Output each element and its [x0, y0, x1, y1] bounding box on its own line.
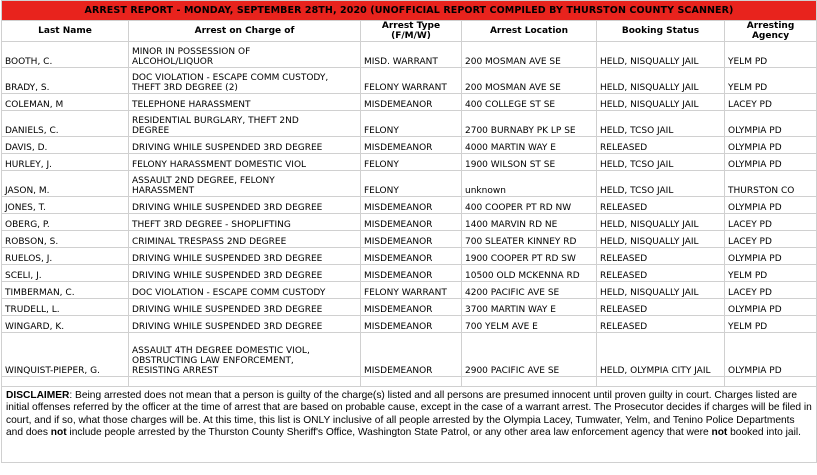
table-row	[2, 248, 817, 265]
cell-booking-status: HELD, NISQUALLY JAIL	[597, 231, 725, 248]
cell-location: 200 MOSMAN AVE SE	[462, 42, 597, 68]
cell-agency: OLYMPIA PD	[725, 248, 817, 265]
disclaimer-emphasis: not	[711, 426, 728, 438]
table-row	[2, 265, 817, 282]
col-header-location: Arrest Location	[462, 21, 597, 42]
cell-last-name: WINQUIST-PIEPER, G.	[2, 333, 129, 377]
cell-location: unknown	[462, 171, 597, 197]
spacer-cell	[725, 377, 817, 387]
cell-agency: OLYMPIA PD	[725, 137, 817, 154]
cell-arrest-type: FELONY WARRANT	[361, 282, 462, 299]
cell-charge: DRIVING WHILE SUSPENDED 3RD DEGREE	[129, 137, 361, 154]
cell-agency: YELM PD	[725, 42, 817, 68]
table-row	[2, 111, 817, 137]
cell-charge: DOC VIOLATION - ESCAPE COMM CUSTODY	[129, 282, 361, 299]
cell-arrest-type: FELONY	[361, 154, 462, 171]
cell-last-name: DANIELS, C.	[2, 111, 129, 137]
cell-agency: OLYMPIA PD	[725, 333, 817, 377]
cell-location: 4000 MARTIN WAY E	[462, 137, 597, 154]
cell-last-name: JONES, T.	[2, 197, 129, 214]
cell-booking-status: HELD, NISQUALLY JAIL	[597, 42, 725, 68]
cell-location: 4200 PACIFIC AVE SE	[462, 282, 597, 299]
cell-agency: THURSTON CO	[725, 171, 817, 197]
cell-last-name: RUELOS, J.	[2, 248, 129, 265]
cell-booking-status: HELD, NISQUALLY JAIL	[597, 214, 725, 231]
cell-arrest-type: MISDEMEANOR	[361, 137, 462, 154]
arrest-report-sheet	[1, 0, 816, 463]
cell-booking-status: HELD, TCSO JAIL	[597, 171, 725, 197]
cell-location: 2900 PACIFIC AVE SE	[462, 333, 597, 377]
col-header-booking-status: Booking Status	[597, 21, 725, 42]
cell-agency: LACEY PD	[725, 94, 817, 111]
cell-charge: THEFT 3RD DEGREE - SHOPLIFTING	[129, 214, 361, 231]
cell-arrest-type: MISDEMEANOR	[361, 299, 462, 316]
cell-agency: OLYMPIA PD	[725, 111, 817, 137]
cell-booking-status: HELD, TCSO JAIL	[597, 154, 725, 171]
cell-charge: MINOR IN POSSESSION OF ALCOHOL/LIQUOR	[129, 42, 361, 68]
cell-last-name: TIMBERMAN, C.	[2, 282, 129, 299]
cell-booking-status: HELD, NISQUALLY JAIL	[597, 282, 725, 299]
cell-charge: ASSAULT 2ND DEGREE, FELONY HARASSMENT	[129, 171, 361, 197]
cell-location: 200 MOSMAN AVE SE	[462, 68, 597, 94]
table-row	[2, 137, 817, 154]
cell-location: 1900 COOPER PT RD SW	[462, 248, 597, 265]
cell-location: 400 COOPER PT RD NW	[462, 197, 597, 214]
table-row	[2, 171, 817, 197]
cell-arrest-type: FELONY	[361, 111, 462, 137]
cell-last-name: HURLEY, J.	[2, 154, 129, 171]
spacer-row	[2, 377, 817, 387]
col-header-last-name: Last Name	[2, 21, 129, 42]
table-row	[2, 282, 817, 299]
table-row	[2, 154, 817, 171]
cell-arrest-type: MISD. WARRANT	[361, 42, 462, 68]
cell-booking-status: RELEASED	[597, 197, 725, 214]
cell-booking-status: RELEASED	[597, 248, 725, 265]
report-title: ARREST REPORT - MONDAY, SEPTEMBER 28TH, 2020 (UNOFFICIAL REPORT COMPILED BY THURSTON COUNTY SCANNER)	[2, 1, 817, 21]
cell-last-name: WINGARD, K.	[2, 316, 129, 333]
cell-last-name: COLEMAN, M	[2, 94, 129, 111]
cell-location: 3700 MARTIN WAY E	[462, 299, 597, 316]
disclaimer-label: DISCLAIMER	[6, 390, 70, 401]
cell-last-name: BRADY, S.	[2, 68, 129, 94]
col-header-charge: Arrest on Charge of	[129, 21, 361, 42]
cell-location: 2700 BURNABY PK LP SE	[462, 111, 597, 137]
spacer-cell	[462, 377, 597, 387]
disclaimer-emphasis: not	[50, 426, 67, 438]
cell-arrest-type: MISDEMEANOR	[361, 231, 462, 248]
cell-arrest-type: MISDEMEANOR	[361, 265, 462, 282]
spacer-cell	[2, 377, 129, 387]
cell-charge: DRIVING WHILE SUSPENDED 3RD DEGREE	[129, 299, 361, 316]
cell-charge: FELONY HARASSMENT DOMESTIC VIOL	[129, 154, 361, 171]
cell-last-name: BOOTH, C.	[2, 42, 129, 68]
table-row	[2, 94, 817, 111]
spacer-cell	[129, 377, 361, 387]
cell-arrest-type: MISDEMEANOR	[361, 333, 462, 377]
cell-location: 1900 WILSON ST SE	[462, 154, 597, 171]
cell-agency: YELM PD	[725, 316, 817, 333]
cell-arrest-type: MISDEMEANOR	[361, 316, 462, 333]
cell-arrest-type: FELONY	[361, 171, 462, 197]
cell-charge: DRIVING WHILE SUSPENDED 3RD DEGREE	[129, 265, 361, 282]
cell-arrest-type: FELONY WARRANT	[361, 68, 462, 94]
cell-charge: ASSAULT 4TH DEGREE DOMESTIC VIOL, OBSTRUCTING LAW ENFORCEMENT, RESISTING ARREST	[129, 333, 361, 377]
cell-charge: TELEPHONE HARASSMENT	[129, 94, 361, 111]
cell-agency: OLYMPIA PD	[725, 299, 817, 316]
cell-last-name: TRUDELL, L.	[2, 299, 129, 316]
cell-agency: LACEY PD	[725, 214, 817, 231]
cell-location: 700 YELM AVE E	[462, 316, 597, 333]
cell-booking-status: RELEASED	[597, 299, 725, 316]
disclaimer-part: : Being arrested does not mean that a person is guilty of the charge(s) listed and all persons are presumed innocent until proven guilty in court. Charges listed are initial offenses referred by the officer at the time of arrest that are based on probable cause, except in the case of a warrant arrest. The Prosecutor decides if charges will be filed in court, and if so, what those charges will be. At this time, this list is ONLY inclusive of all people arrested by the Olympia Lacey, Tumwater, Yelm, and Tenino Police Departments and does	[6, 390, 812, 438]
cell-charge: DRIVING WHILE SUSPENDED 3RD DEGREE	[129, 316, 361, 333]
table-row	[2, 333, 817, 377]
cell-booking-status: RELEASED	[597, 137, 725, 154]
cell-arrest-type: MISDEMEANOR	[361, 197, 462, 214]
col-header-arrest-type: Arrest Type (F/M/W)	[361, 21, 462, 42]
arrest-report-table	[1, 0, 817, 463]
cell-booking-status: HELD, OLYMPIA CITY JAIL	[597, 333, 725, 377]
cell-agency: OLYMPIA PD	[725, 197, 817, 214]
cell-booking-status: HELD, NISQUALLY JAIL	[597, 68, 725, 94]
cell-location: 700 SLEATER KINNEY RD	[462, 231, 597, 248]
table-row	[2, 42, 817, 68]
cell-location: 400 COLLEGE ST SE	[462, 94, 597, 111]
cell-charge: DRIVING WHILE SUSPENDED 3RD DEGREE	[129, 197, 361, 214]
cell-booking-status: HELD, NISQUALLY JAIL	[597, 94, 725, 111]
table-row	[2, 231, 817, 248]
spacer-cell	[597, 377, 725, 387]
cell-arrest-type: MISDEMEANOR	[361, 94, 462, 111]
cell-charge: RESIDENTIAL BURGLARY, THEFT 2ND DEGREE	[129, 111, 361, 137]
spacer-cell	[361, 377, 462, 387]
table-row	[2, 197, 817, 214]
cell-arrest-type: MISDEMEANOR	[361, 214, 462, 231]
disclaimer-part: booked into jail.	[727, 426, 801, 438]
cell-agency: YELM PD	[725, 68, 817, 94]
cell-last-name: SCELI, J.	[2, 265, 129, 282]
cell-last-name: OBERG, P.	[2, 214, 129, 231]
table-row	[2, 299, 817, 316]
cell-last-name: ROBSON, S.	[2, 231, 129, 248]
table-row	[2, 316, 817, 333]
cell-last-name: DAVIS, D.	[2, 137, 129, 154]
cell-charge: CRIMINAL TRESPASS 2ND DEGREE	[129, 231, 361, 248]
cell-booking-status: RELEASED	[597, 316, 725, 333]
cell-last-name: JASON, M.	[2, 171, 129, 197]
report-banner-row	[2, 1, 817, 21]
cell-location: 1400 MARVIN RD NE	[462, 214, 597, 231]
cell-booking-status: HELD, TCSO JAIL	[597, 111, 725, 137]
cell-agency: LACEY PD	[725, 231, 817, 248]
col-header-agency: Arresting Agency	[725, 21, 817, 42]
cell-arrest-type: MISDEMEANOR	[361, 248, 462, 265]
disclaimer-text	[2, 387, 817, 463]
cell-agency: LACEY PD	[725, 282, 817, 299]
table-row	[2, 214, 817, 231]
cell-charge: DRIVING WHILE SUSPENDED 3RD DEGREE	[129, 248, 361, 265]
cell-agency: YELM PD	[725, 265, 817, 282]
cell-charge: DOC VIOLATION - ESCAPE COMM CUSTODY, THEFT 3RD DEGREE (2)	[129, 68, 361, 94]
disclaimer-row	[2, 387, 817, 463]
cell-agency: OLYMPIA PD	[725, 154, 817, 171]
disclaimer-part: include people arrested by the Thurston County Sheriff's Office, Washington State Patrol, or any other area law enforcement agency that were	[66, 426, 712, 438]
cell-booking-status: RELEASED	[597, 265, 725, 282]
table-row	[2, 68, 817, 94]
header-row	[2, 21, 817, 42]
cell-location: 10500 OLD MCKENNA RD	[462, 265, 597, 282]
